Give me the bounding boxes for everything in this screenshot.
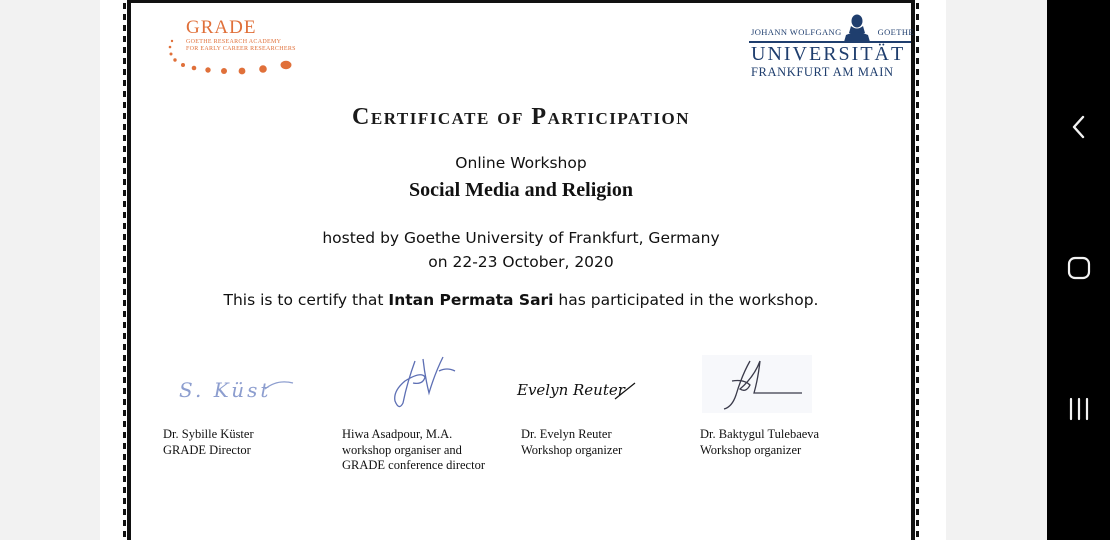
home-button[interactable] [1047, 248, 1110, 288]
home-icon [1067, 256, 1091, 280]
signatory-2-role-2: GRADE conference director [342, 458, 485, 472]
goethe-bust-icon [843, 13, 871, 43]
signatory-3-name: Dr. Evelyn Reuter [521, 427, 612, 441]
signatory-4-role: Workshop organizer [700, 442, 802, 457]
certify-suffix: has participated in the workshop. [553, 291, 819, 309]
signatory-3 [517, 381, 625, 458]
event-type: Online Workshop [455, 154, 587, 172]
grade-dots-icon [166, 35, 346, 90]
certificate-title: Certificate of Participation [352, 104, 690, 130]
university-logo [749, 13, 914, 83]
signature-image-2 [387, 353, 467, 411]
participant-name: Intan Permata Sari [388, 291, 554, 309]
recent-apps-icon [1067, 397, 1091, 421]
signature-image-1 [173, 367, 313, 407]
recent-apps-button[interactable] [1047, 389, 1110, 429]
university-logo-top-left: JOHANN WOLFGANG [751, 27, 842, 37]
signature-image-4 [702, 355, 812, 413]
signatory-1-role: GRADE Director [163, 442, 251, 457]
signatory-2-role-1: workshop organiser and [342, 442, 462, 457]
signatory-4 [700, 427, 819, 458]
certify-prefix: This is to certify that [223, 291, 389, 309]
signatory-1 [163, 378, 272, 458]
certificate [127, 0, 915, 540]
back-icon [1071, 115, 1087, 139]
university-logo-name: UNIVERSITÄT [751, 43, 906, 65]
workshop-title: Social Media and Religion [409, 179, 633, 201]
signatory-1-name: Dr. Sybille Küster [163, 427, 254, 441]
signatory-3-role: Workshop organizer [521, 442, 623, 457]
svg-text:Evelyn Reuter: Evelyn Reuter [517, 381, 625, 399]
back-button[interactable] [1047, 107, 1110, 147]
grade-logo-title: GRADE [186, 17, 257, 38]
grade-logo-subtitle-1: GOETHE RESEARCH ACADEMY [186, 39, 282, 45]
grade-logo-subtitle-2: FOR EARLY CAREER RESEARCHERS [186, 46, 296, 52]
host-line: hosted by Goethe University of Frankfurt, Germany [322, 229, 720, 247]
system-navigation-bar [1047, 0, 1110, 540]
signature-image-3 [515, 371, 645, 407]
certify-statement [131, 291, 911, 309]
signatory-2-name: Hiwa Asadpour, M.A. [342, 427, 453, 441]
university-logo-top-right: GOETHE [877, 27, 914, 37]
date-line: on 22-23 October, 2020 [428, 253, 614, 271]
signatory-4-name: Dr. Baktygul Tulebaeva [700, 427, 820, 441]
university-logo-city: FRANKFURT AM MAIN [751, 65, 894, 79]
grade-logo [166, 17, 346, 87]
svg-text:S. Küst: S. Küst [179, 378, 272, 402]
signatory-2 [342, 427, 485, 474]
